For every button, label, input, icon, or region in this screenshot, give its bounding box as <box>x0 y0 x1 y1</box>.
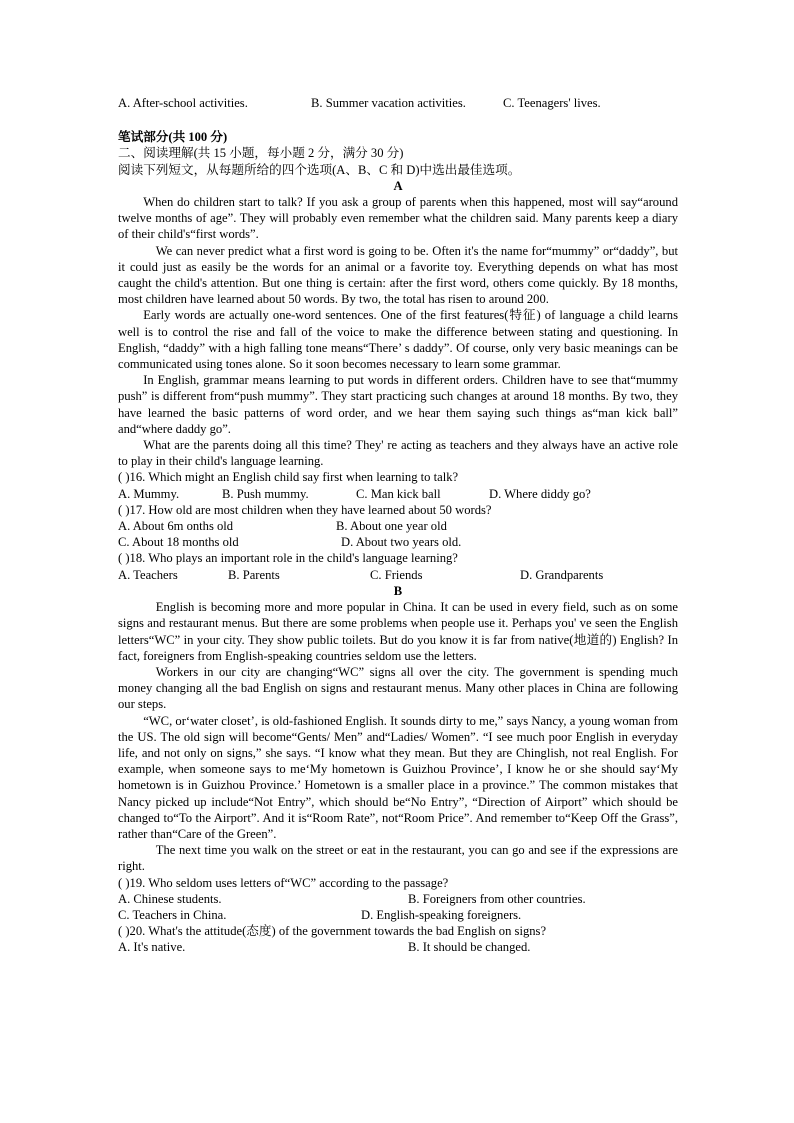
question-17-options <box>118 534 678 550</box>
option-c: C. Teenagers' lives. <box>503 96 601 110</box>
question-20-stem: ( )20. What's the attitude(态度) of the government towards the bad English on signs? <box>118 924 547 939</box>
q18-option-d: D. Grandparents <box>520 567 604 582</box>
question-19-stem: ( )19. Who seldom uses letters of“WC” according to the passage? <box>118 875 449 890</box>
passage-b-paragraph: “WC, or‘water closet’, is old-fashioned English. It sounds dirty to me,” says Nancy, a young woman from the US. The old sign will become“Gents/ Men” and“Ladies/ Women”. “I see much poor English in everyday life, and not only on signs,” she says. “I know what they mean. But they are Chinglish, not real English. For example, when someone says to me‘My hometown is Guizhou Province’, I know he or she should say‘My hometown is in Guizhou Province.’ Hometown is a smaller place in a province.” The common mistakes that Nancy picked up include“Not Entry”, which should be“No Entry”, “Direction of Airport” which should be changed to“To the Airport”. And it is“Room Rate”, not“Room Price”. And remember to“Keep Off the Grass”, rather than“Care of the Green”. <box>118 713 678 841</box>
q19-option-c: C. Teachers in China. <box>118 907 227 922</box>
question-19-options <box>118 891 678 907</box>
q18-option-a: A. Teachers <box>118 567 178 582</box>
passage-a-label: A <box>393 178 403 193</box>
instruction: 阅读下列短文，从每题所给的四个选项(A、B、C 和 D)中选出最佳选项。 <box>118 162 521 177</box>
passage-a-paragraph: In English, grammar means learning to put words in different orders. Children have to see that“mummy push” is different from“push mummy”. They start practicing such changes at around 18 months. By two, they have learned the basic patterns of word order, and we hear them saying such things as“man kick ball” and“where daddy go”. <box>118 373 678 436</box>
passage-b-label: B <box>393 583 403 598</box>
question-18-stem: ( )18. Who plays an important role in the child's language learning? <box>118 551 458 566</box>
q18-option-c: C. Friends <box>370 567 423 582</box>
question-17-stem: ( )17. How old are most children when they have learned about 50 words? <box>118 502 492 517</box>
passage-b-paragraph: The next time you walk on the street or eat in the restaurant, you can go and see if the expressions are right. <box>118 843 678 874</box>
top-options-row <box>118 95 678 111</box>
question-17-options <box>118 518 678 534</box>
q20-option-b: B. It should be changed. <box>408 940 531 955</box>
question-20-options <box>118 939 678 955</box>
q17-option-d: D. About two years old. <box>341 535 462 550</box>
option-b: B. Summer vacation activities. <box>311 96 466 110</box>
passage-a-paragraph: Early words are actually one-word sentences. One of the first features(特征) of language a child learns well is to control the rise and fall of the voice to make the difference between stating and questioning. In English, “daddy” with a high falling tone means“There’ s daddy”. Of course, only very basic meanings can be communicated using tones alone. So it soon becomes necessary to learn some grammar. <box>118 308 678 372</box>
q17-option-b: B. About one year old <box>336 519 447 534</box>
passage-b-paragraph: Workers in our city are changing“WC” signs all over the city. The government is spending much money changing all the bad English on signs and restaurant menus. Many other places in China are following our steps. <box>118 664 678 712</box>
q18-option-b: B. Parents <box>228 567 280 582</box>
q19-option-d: D. English-speaking foreigners. <box>361 907 522 922</box>
q16-option-d: D. Where diddy go? <box>489 486 591 501</box>
q19-option-b: B. Foreigners from other countries. <box>408 891 586 906</box>
q16-option-a: A. Mummy. <box>118 486 180 501</box>
q19-option-a: A. Chinese students. <box>118 891 222 906</box>
part-title: 二、阅读理解(共 15 小题，每小题 2 分，满分 30 分) <box>118 146 404 161</box>
passage-a-paragraph: When do children start to talk? If you ask a group of parents when this happened, most will say“around twelve months of age”. They will probably even remember what the children said. Many parents keep a diary of their child's“first words”. <box>118 195 678 242</box>
section-title: 笔试部分(共 100 分) <box>118 130 228 145</box>
option-a: A. After-school activities. <box>118 96 248 110</box>
q16-option-b: B. Push mummy. <box>222 486 309 501</box>
question-19-options <box>118 907 678 923</box>
question-16-stem: ( )16. Which might an English child say first when learning to talk? <box>118 470 459 485</box>
q16-option-c: C. Man kick ball <box>356 486 441 501</box>
q20-option-a: A. It's native. <box>118 940 186 955</box>
passage-b-paragraph: English is becoming more and more popular in China. It can be used in every field, such as on some signs and restaurant menus. But there are some problems when people use it. Perhaps you' ve seen the English letters“WC” in your city. They show public toilets. But do you know it is far from native(地道的) English? In fact, foreigners from English-speaking countries seldom use the letters. <box>118 600 678 663</box>
passage-a-paragraph: We can never predict what a first word is going to be. Often it's the name for“mummy” or“daddy”, but it could just as easily be the words for an animal or a favorite toy. Everything depends on what has most caught the child's attention. But one thing is certain: after the first word, others come quickly. By 18 months, most children have learned about 50 words. By two, the total has risen to around 200. <box>118 243 678 307</box>
q17-option-c: C. About 18 months old <box>118 535 239 550</box>
q17-option-a: A. About 6m onths old <box>118 519 234 534</box>
question-16-options <box>118 486 678 502</box>
question-18-options <box>118 567 678 583</box>
passage-a-paragraph: What are the parents doing all this time? They' re acting as teachers and they always have an active role to play in their child's language learning. <box>118 438 678 469</box>
page-content <box>118 95 678 956</box>
